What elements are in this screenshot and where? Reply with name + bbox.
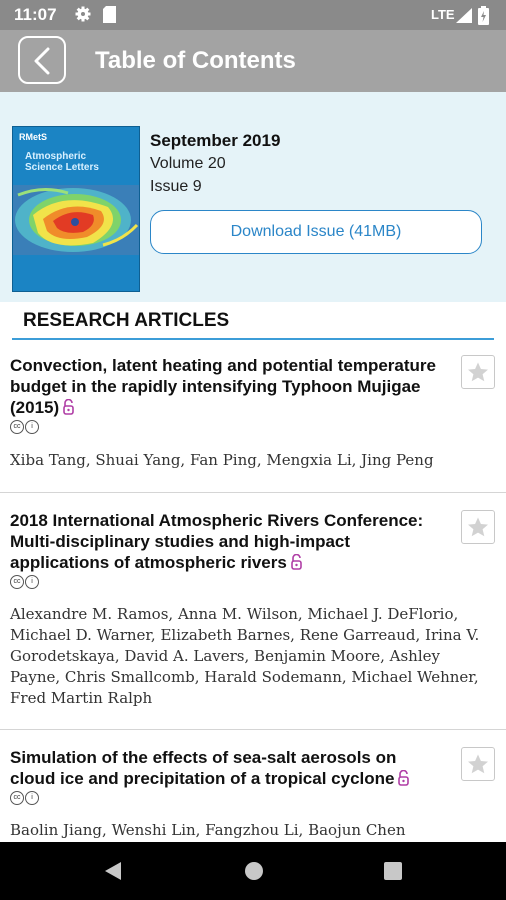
favorite-button[interactable] <box>461 355 495 389</box>
typhoon-image <box>13 185 139 255</box>
cc-by-license-icon: cc i <box>10 574 40 589</box>
article-authors: Alexandre M. Ramos, Anna M. Wilson, Michael J. DeFlorio, Michael D. Warner, Elizabeth Barnes, Rene Garreaud, Irina V. Gorodetskaya, David A. Lavers, Benjamin Moore, Ashley Payne, Chris Smallcomb, Harald Sodemann, Michael Wehner, Fred Martin Ralph <box>10 605 480 707</box>
article-authors: Baolin Jiang, Wenshi Lin, Fangzhou Li, Baojun Chen <box>10 821 406 839</box>
article-item[interactable] <box>0 510 506 730</box>
issue-number: Issue 9 <box>150 178 202 195</box>
issue-header <box>0 92 506 302</box>
star-icon <box>467 361 489 383</box>
nav-recents-icon[interactable] <box>384 862 402 885</box>
article-title[interactable]: 2018 International Atmospheric Rivers Conference: Multi-disciplinary studies and high-impact applications of atmospheric rivers <box>10 511 424 572</box>
open-access-lock-icon <box>291 554 302 575</box>
issue-volume: Volume 20 <box>150 155 226 172</box>
nav-home-icon[interactable] <box>244 861 264 886</box>
battery-icon <box>478 6 489 30</box>
signal-icon <box>456 8 472 28</box>
download-issue-button[interactable]: Download Issue (41MB) <box>150 210 482 254</box>
issue-cover-image[interactable] <box>12 126 140 292</box>
back-button[interactable] <box>18 36 66 84</box>
cc-by-license-icon: cc i <box>10 419 40 434</box>
cc-by-license-icon: cc i <box>10 790 40 805</box>
sd-card-icon <box>103 6 116 28</box>
section-header <box>12 310 494 340</box>
network-type: LTE <box>431 7 455 22</box>
article-item[interactable] <box>0 747 506 857</box>
chevron-left-icon <box>31 47 53 75</box>
article-title[interactable]: Simulation of the effects of sea-salt aerosols on cloud ice and precipitation of a tropical cyclone <box>10 748 397 788</box>
issue-date: September 2019 <box>150 131 281 150</box>
cover-title-line1: Atmospheric <box>25 151 87 162</box>
status-bar <box>0 0 506 30</box>
nav-back-icon[interactable] <box>103 861 123 886</box>
open-access-lock-icon <box>398 770 409 791</box>
app-bar <box>0 30 506 92</box>
status-time: 11:07 <box>14 5 57 24</box>
navigation-bar <box>0 842 506 900</box>
article-authors: Xiba Tang, Shuai Yang, Fan Ping, Mengxia Li, Jing Peng <box>10 451 434 469</box>
page-title: Table of Contents <box>95 47 296 74</box>
cover-title-line2: Science Letters <box>25 162 99 173</box>
star-icon <box>467 753 489 775</box>
star-icon <box>467 516 489 538</box>
article-item[interactable] <box>0 355 506 493</box>
open-access-lock-icon <box>63 399 74 420</box>
section-title: RESEARCH ARTICLES <box>23 310 230 331</box>
gear-icon <box>75 6 91 27</box>
favorite-button[interactable] <box>461 747 495 781</box>
favorite-button[interactable] <box>461 510 495 544</box>
cover-brand: RMetS <box>19 132 48 142</box>
article-title[interactable]: Convection, latent heating and potential temperature budget in the rapidly intensifying Typhoon Mujigae (2015) <box>10 356 436 417</box>
